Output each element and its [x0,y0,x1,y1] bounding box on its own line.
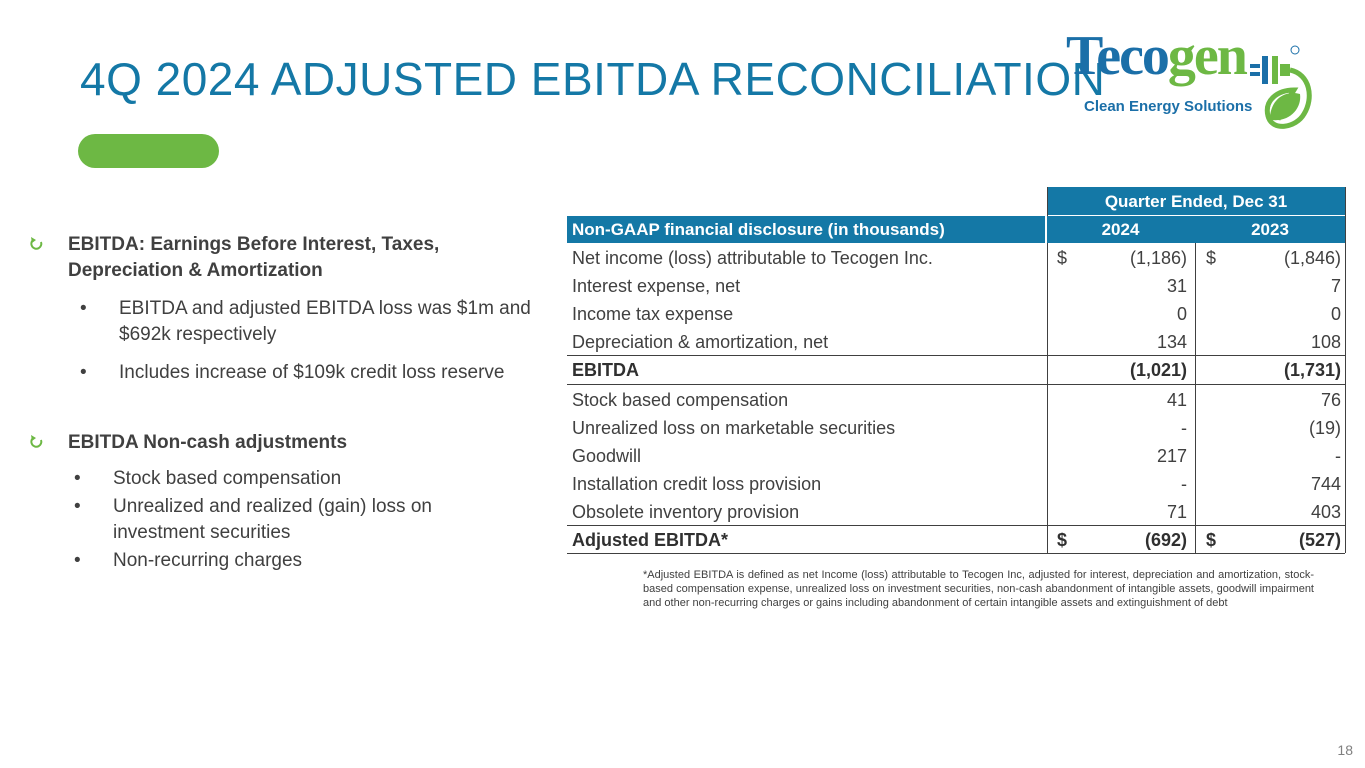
value-2023: 7 [1330,276,1341,296]
curved-arrow-icon [30,434,44,450]
row-label: Installation credit loss provision [572,474,822,494]
table-row [567,498,1345,526]
sub-bullet-text: Unrealized and realized (gain) loss on investment securities [113,496,432,543]
value-2023: (19) [1308,418,1341,438]
value-2023: 76 [1320,390,1341,410]
col-2023-header: 2023 [1251,220,1289,239]
period-header: Quarter Ended, Dec 31 [1047,187,1345,215]
row-label: Goodwill [572,446,642,466]
row-label: Depreciation & amortization, net [572,332,829,352]
page-number: 18 [1337,742,1353,758]
table-row [567,244,1345,272]
label-header: Non-GAAP financial disclosure (in thousands) [572,220,945,239]
row-label: EBITDA [572,360,639,380]
row-label: Income tax expense [572,304,734,324]
row-label: Adjusted EBITDA* [572,530,729,550]
value-2024: 31 [1166,276,1187,296]
dollar-sign-2023: $ [1206,530,1217,550]
table-row [567,300,1345,328]
table-row [567,272,1345,300]
dollar-sign-2024: $ [1057,248,1068,268]
sub-bullet-text: Includes increase of $109k credit loss reserve [119,362,505,383]
value-2023: - [1335,446,1341,466]
footnote: *Adjusted EBITDA is defined as net Income (loss) attributable to Tecogen Inc, adjusted for interest, depreciation and amortization, stock-based compensation expense, unrealized loss on investment securities, non-cash abandonment of intangible assets, goodwill impairment and other non-recurring charges or gains including abandonment of certain intangible assets and extinguishment of debt [643,569,1314,609]
value-2024: - [1181,474,1187,494]
value-2023: 403 [1310,502,1341,522]
table-row [567,414,1345,442]
value-2024: 217 [1156,446,1187,466]
table-row [567,328,1345,356]
dollar-sign-2023: $ [1206,248,1217,268]
value-2024: 41 [1166,390,1187,410]
logo-word-part2: gen [1167,25,1246,87]
value-2024: (1,186) [1129,248,1187,268]
accent-pill [78,134,219,168]
row-label: Interest expense, net [572,276,741,296]
value-2024: 134 [1156,332,1187,352]
logo-wordmark [1066,25,1246,87]
table-row [567,526,1345,554]
plug-leaf-icon [1250,42,1320,134]
table-row [567,356,1345,384]
value-2023: (527) [1298,530,1341,550]
row-label: Unrealized loss on marketable securities [572,418,896,438]
row-label: Net income (loss) attributable to Tecogen Inc. [572,248,933,268]
bullet-heading: EBITDA Non-cash adjustments [68,432,348,453]
sub-bullet-text: Stock based compensation [113,468,342,489]
sub-bullet-text: Non-recurring charges [113,550,303,571]
value-2024: 71 [1166,502,1187,522]
curved-arrow-icon [30,236,44,252]
tecogen-logo [1066,25,1316,138]
table-header-row [567,216,1345,243]
slide-title: 4Q 2024 ADJUSTED EBITDA RECONCILIATION [80,53,1106,105]
value-2024: (692) [1144,530,1187,550]
bullet-heading: EBITDA: Earnings Before Interest, Taxes, Depreciation & Amortization [68,234,440,281]
value-2024: - [1181,418,1187,438]
sub-bullet-text: EBITDA and adjusted EBITDA loss was $1m and $692k respectively [119,298,531,345]
table-row [567,470,1345,498]
logo-tagline: Clean Energy Solutions [1084,98,1253,115]
col-2024-header: 2024 [1101,220,1140,239]
value-2023: 108 [1310,332,1341,352]
row-label: Stock based compensation [572,390,789,410]
value-2024: 0 [1176,304,1187,324]
value-2024: (1,021) [1129,360,1187,380]
table-row [567,442,1345,470]
row-label: Obsolete inventory provision [572,502,800,522]
value-2023: (1,731) [1283,360,1341,380]
value-2023: 0 [1330,304,1341,324]
value-2023: 744 [1310,474,1341,494]
value-2023: (1,846) [1283,248,1341,268]
dollar-sign-2024: $ [1057,530,1068,550]
table-row [567,386,1345,414]
logo-word-part1: Teco [1066,25,1168,87]
